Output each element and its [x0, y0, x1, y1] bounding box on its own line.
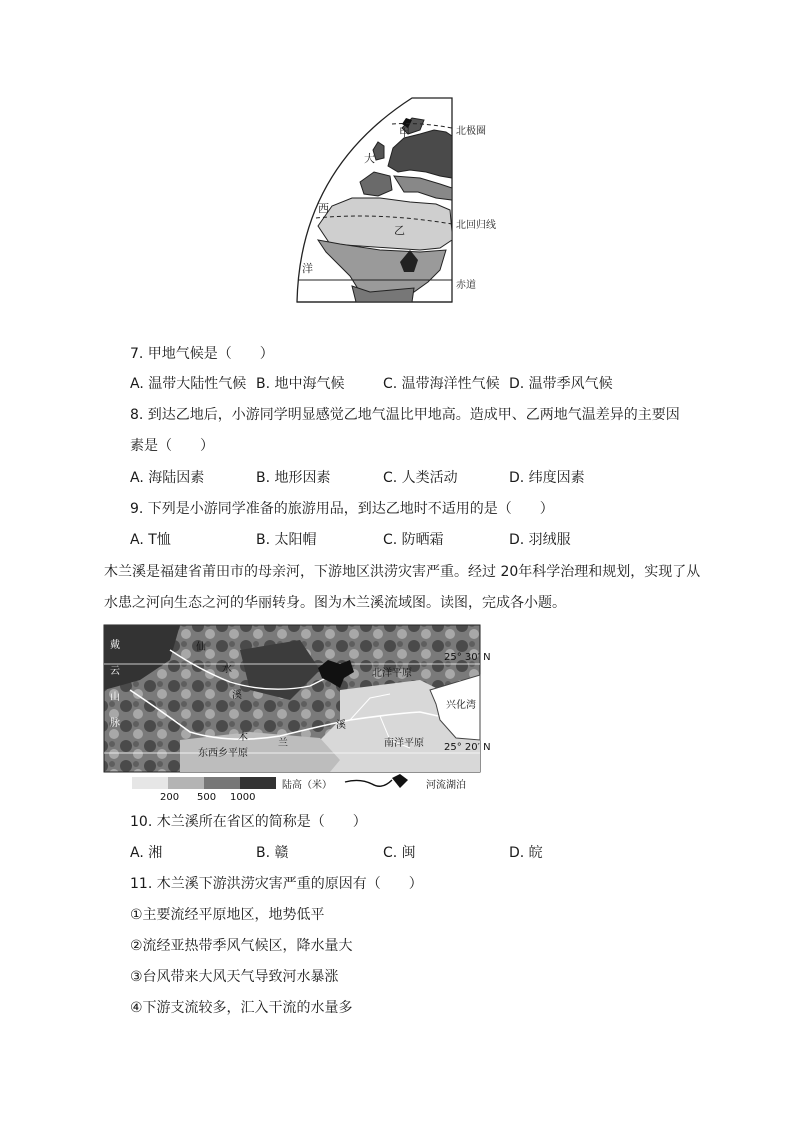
legend-lake-icon: [392, 774, 408, 788]
label-lan: 兰: [278, 738, 288, 749]
label-mu: 木: [238, 732, 248, 743]
label-shan: 山: [110, 692, 120, 703]
legend-swatch-4: [240, 777, 276, 789]
label-yi: 乙: [394, 224, 405, 237]
label-equator: 赤道: [456, 280, 476, 291]
label-shui: 水: [222, 664, 232, 675]
label-xinghua: 兴化湾: [446, 700, 476, 711]
legend-river-label: 河流湖泊: [426, 780, 466, 791]
label-dai: 戴: [110, 640, 120, 651]
intro-line1: 木兰溪是福建省莆田市的母亲河，下游地区洪涝灾害严重。经过 20年科学治理和规划，实现了从: [104, 564, 701, 580]
legend-tick-1000: 1000: [230, 792, 256, 800]
legend-swatch-3: [204, 777, 240, 789]
label-tropic-cancer: 北回归线: [456, 220, 496, 231]
legend-tick-200: 200: [160, 792, 180, 800]
q11-stem: 11. 木兰溪下游洪涝灾害严重的原因有（ ）: [130, 876, 423, 892]
q10-option-b[interactable]: B. 赣: [256, 845, 289, 861]
label-arctic-circle: 北极圈: [456, 126, 486, 137]
label-dongxixiang: 东西乡平原: [198, 748, 248, 759]
q7-stem: 7. 甲地气候是（ ）: [130, 346, 274, 362]
label-xi-lower: 溪: [336, 720, 346, 731]
legend-swatch-1: [132, 777, 168, 789]
q7-option-d[interactable]: D. 温带季风气候: [509, 376, 613, 392]
q9-stem: 9. 下列是小游同学准备的旅游用品，到达乙地时不适用的是（ ）: [130, 501, 554, 517]
q8-option-b[interactable]: B. 地形因素: [256, 470, 331, 486]
legend-swatch-2: [168, 777, 204, 789]
q10-option-a[interactable]: A. 湘: [130, 845, 163, 861]
q9-option-c[interactable]: C. 防晒霜: [383, 532, 444, 548]
legend-elev-label: 陆高（米）: [282, 780, 332, 791]
europe-africa-map: [0, 0, 794, 320]
intro-line2: 水患之河向生态之河的华丽转身。图为木兰溪流域图。读图，完成各小题。: [104, 595, 566, 611]
q11-item-2: ②流经亚热带季风气候区，降水量大: [130, 938, 353, 954]
label-yun: 云: [110, 666, 120, 677]
label-lat-n2: 25° 20′ N: [444, 742, 491, 753]
q9-option-a[interactable]: A. T恤: [130, 532, 171, 548]
q7-option-a[interactable]: A. 温带大陆性气候: [130, 376, 247, 392]
label-yang: 洋: [302, 262, 313, 275]
q11-item-1: ①主要流经平原地区，地势低平: [130, 907, 325, 923]
q9-option-d[interactable]: D. 羽绒服: [509, 532, 571, 548]
q11-item-3: ③台风带来大风天气导致河水暴涨: [130, 969, 339, 985]
q8-option-a[interactable]: A. 海陆因素: [130, 470, 205, 486]
label-xi-upper: 溪: [232, 690, 242, 701]
q11-item-4: ④下游支流较多，汇入干流的水量多: [130, 1000, 353, 1016]
label-mai: 脉: [110, 718, 120, 729]
label-da: 大: [364, 152, 375, 165]
legend-tick-500: 500: [197, 792, 217, 800]
q7-option-c[interactable]: C. 温带海洋性气候: [383, 376, 500, 392]
label-jia: 甲: [399, 126, 410, 139]
q9-option-b[interactable]: B. 太阳帽: [256, 532, 317, 548]
q8-stem-line1: 8. 到达乙地后，小游同学明显感觉乙地气温比甲地高。造成甲、乙两地气温差异的主要因: [130, 407, 680, 423]
q10-option-d[interactable]: D. 皖: [509, 845, 543, 861]
q8-stem-line2: 素是（ ）: [130, 438, 214, 454]
q10-option-c[interactable]: C. 闽: [383, 845, 416, 861]
q8-option-d[interactable]: D. 纬度因素: [509, 470, 585, 486]
label-xi: 西: [318, 202, 329, 215]
mulan-river-map: [0, 620, 794, 800]
label-lat-n1: 25° 30′ N: [444, 652, 491, 663]
q7-option-b[interactable]: B. 地中海气候: [256, 376, 345, 392]
label-nanyang: 南洋平原: [384, 738, 424, 749]
label-beiyang: 北洋平原: [372, 668, 412, 679]
legend-river-icon: [345, 780, 392, 786]
q10-stem: 10. 木兰溪所在省区的简称是（ ）: [130, 814, 367, 830]
label-xian: 仙: [196, 642, 206, 653]
north-africa: [318, 198, 452, 250]
q8-option-c[interactable]: C. 人类活动: [383, 470, 458, 486]
